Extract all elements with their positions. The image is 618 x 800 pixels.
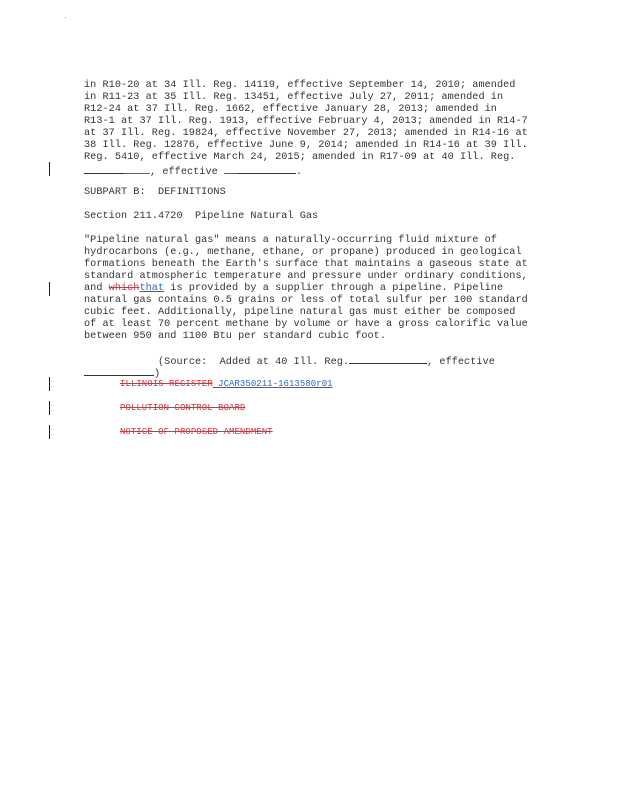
history-line: in R10-20 at 34 Ill. Reg. 14119, effective September 14, 2010; amended [84, 80, 516, 91]
definition-line: between 950 and 1100 Btu per standard cubic foot. [84, 331, 387, 342]
source-note: (Source: Added at 40 Ill. Reg. , effective [158, 354, 495, 369]
history-line: R12-24 at 37 Ill. Reg. 1662, effective January 28, 2013; amended in [84, 104, 497, 115]
history-line: R13-1 at 37 Ill. Reg. 1913, effective February 4, 2013; amended in R14-7 [84, 116, 528, 127]
register-page-blank [349, 354, 427, 364]
definition-line: of at least 70 percent methane by volume or have a gross calorific value [84, 319, 528, 330]
definition-line-amended: and whichthat is provided by a supplier through a pipeline. Pipeline [84, 283, 504, 294]
history-line-pending: , effective . [84, 164, 302, 179]
history-line: 38 Ill. Reg. 12876, effective June 9, 2014; amended in R14-16 at 39 Ill. [84, 140, 528, 151]
definition-line: formations beneath the Earth's surface that maintains a gaseous state at [84, 259, 528, 270]
history-line: Reg. 5410, effective March 24, 2015; amended in R17-09 at 40 Ill. Reg. [84, 152, 516, 163]
register-page-blank [84, 164, 124, 174]
board-header-change [120, 402, 245, 414]
deleted-text: which [108, 283, 140, 294]
deleted-text: ILLINOIS REGISTER [120, 379, 213, 389]
effective-date-blank [238, 164, 296, 174]
deleted-text: POLLUTION CONTROL BOARD [120, 403, 246, 413]
change-bar [49, 425, 50, 439]
section-heading: Section 211.4720 Pipeline Natural Gas [84, 211, 319, 222]
notice-header-change [120, 426, 273, 438]
effective-date-blank [84, 366, 154, 376]
inserted-blank [224, 164, 238, 174]
scan-speck [65, 17, 66, 18]
definition-line: natural gas contains 0.5 grains or less of total sulfur per 100 standard [84, 295, 528, 306]
register-header-change [120, 378, 333, 390]
change-bar [49, 162, 50, 176]
definition-line: hydrocarbons (e.g., methane, ethane, or propane) produced in geological [84, 247, 522, 258]
change-bar [49, 377, 50, 391]
deleted-text: NOTICE OF PROPOSED AMENDMENT [120, 427, 273, 437]
subpart-heading: SUBPART B: DEFINITIONS [84, 187, 226, 198]
inserted-text: JCAR350211-1613580r01 [212, 379, 333, 389]
history-line: at 37 Ill. Reg. 19824, effective November 27, 2013; amended in R14-16 at [84, 128, 528, 139]
change-bar [49, 401, 50, 415]
definition-line: cubic feet. Additionally, pipeline natural gas must either be composed [84, 307, 516, 318]
definition-line: standard atmospheric temperature and pressure under ordinary conditions, [84, 271, 528, 282]
deleted-blank [124, 167, 150, 174]
inserted-text: that [139, 283, 165, 294]
change-bar [49, 282, 50, 296]
definition-line: "Pipeline natural gas" means a naturally-occurring fluid mixture of [84, 235, 497, 246]
history-line: in R11-23 at 35 Ill. Reg. 13451, effective July 27, 2011; amended in [84, 92, 504, 103]
source-note-close: ) [84, 366, 160, 381]
